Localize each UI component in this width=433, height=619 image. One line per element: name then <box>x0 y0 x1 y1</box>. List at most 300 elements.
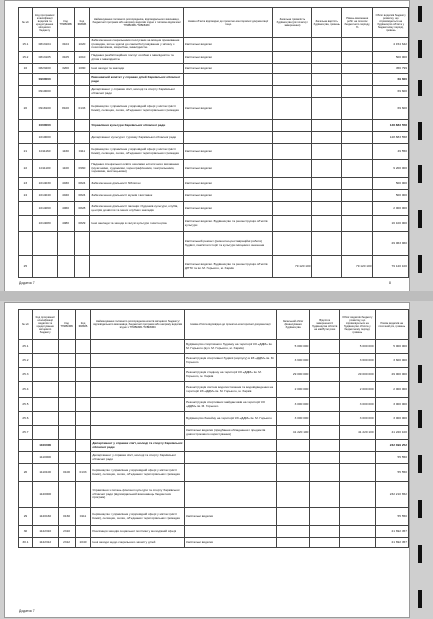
page-number: 8 <box>389 281 391 285</box>
table-cell-d: 2 000 000 <box>375 382 408 398</box>
table-cell-code: 1011100 <box>32 160 57 178</box>
table-cell-fk <box>75 368 91 382</box>
table-cell-obj: Капітальні видатки (придбання обладнання і предметів довгострокового користування) <box>185 426 277 440</box>
table-cell-a <box>276 482 310 508</box>
table-cell-pct <box>312 120 342 132</box>
table-cell-code: 1011160 <box>32 144 57 160</box>
table-cell-cost <box>273 216 312 232</box>
scan-edge-mark <box>418 500 422 518</box>
table-cell-code: 1014030 <box>32 178 57 190</box>
table-cell-name <box>90 232 184 256</box>
table-cell-tp: 3105 <box>57 52 74 64</box>
document-page-1 <box>4 0 410 292</box>
table-row <box>19 482 409 508</box>
table-cell-n <box>19 86 33 98</box>
table-cell-tp <box>58 368 75 382</box>
table-cell-sum: 128 883 558 <box>373 132 409 144</box>
table-cell-fk: 1040 <box>75 538 91 548</box>
table-cell-name: Управління з питань фізичної культури та спорту Харківської обласної ради (відповідальний виконавець бюджетних програм) <box>91 482 185 508</box>
table-cell-code: 0900000 <box>32 74 57 86</box>
table-cell-cost: 79 120 100 <box>273 256 312 278</box>
table-cell-pct <box>312 86 342 98</box>
table-row <box>19 464 409 482</box>
table-cell-tp: 4040 <box>57 190 74 202</box>
table-cell-pct <box>312 38 342 52</box>
table-cell-fk: 0829 <box>74 216 90 232</box>
table-cell-d: 55 550 <box>375 508 408 526</box>
table-cell-code: 1110000 <box>32 452 58 464</box>
table-cell-a: 41 220 100 <box>276 426 310 440</box>
table-cell-code: 1120000 <box>32 482 58 508</box>
table-row <box>19 426 409 440</box>
table-cell-name: Надання реабілітаційних послуг особам з інвалідністю та дітям з інвалідністю <box>90 52 184 64</box>
table-cell-code: 1000000 <box>32 120 57 132</box>
table-cell-obj <box>183 74 272 86</box>
table-row <box>19 160 409 178</box>
table-cell-fk <box>75 412 91 426</box>
scan-edge-mark <box>418 255 422 273</box>
column-header: Відсоток завершеності будівництва об'єктів на майбутні роки <box>310 310 340 340</box>
table-cell-a: 2 000 000 <box>276 382 310 398</box>
table-cell-code: 1010000 <box>32 132 57 144</box>
table-cell-pct <box>312 256 342 278</box>
table-cell-fk <box>75 482 91 508</box>
table-cell-name: Керівництво і управління у відповідній сфері у містах (місті Києві), селищах, селах, об'єднаних територіальних громадах <box>91 508 185 526</box>
table-cell-sum2 <box>342 132 373 144</box>
table-cell-code: 0813104 <box>32 38 57 52</box>
table-cell-pct <box>312 98 342 120</box>
table-cell-fk <box>74 132 90 144</box>
table-cell-n <box>19 216 33 232</box>
scan-edge-mark <box>418 410 422 428</box>
column-header: Назва об'єкта відповідно до проектно-кошторисної документації <box>185 310 277 340</box>
table-cell-b <box>310 508 340 526</box>
table-cell-sum: 69 600 <box>373 74 409 86</box>
table-cell-name: Реалізація заходів соціальної політики у молодіжній сфері <box>91 526 185 538</box>
table-cell-obj: Капітальні видатки. Будівництво та реконструкція об'єктів ДПТК та ім. М. Горького, м. Харків <box>183 256 272 278</box>
table-cell-n: 15.2 <box>19 52 33 64</box>
table-cell-pct <box>312 144 342 160</box>
table-cell-sum: 128 883 558 <box>373 120 409 132</box>
table-cell-code: 1122310 <box>32 526 58 538</box>
table-cell-obj <box>183 120 272 132</box>
table-cell-b <box>310 440 340 452</box>
table-cell-sum: 500 000 <box>373 190 409 202</box>
table-cell-name <box>90 256 184 278</box>
table-cell-sum2 <box>342 120 373 132</box>
table-cell-name <box>91 412 185 426</box>
table-cell-name: Департамент культури і туризму Харківської обласної ради <box>90 132 184 144</box>
table-cell-b <box>310 538 340 548</box>
scan-edge-mark <box>418 320 422 338</box>
table-cell-n: 25 <box>19 256 33 278</box>
table-cell-a: 3 000 000 <box>276 412 310 426</box>
table-cell-name <box>91 398 185 412</box>
table-cell-tp <box>58 440 75 452</box>
table-cell-pct <box>312 190 342 202</box>
table-cell-tp: 4030 <box>57 178 74 190</box>
table-cell-sum2 <box>342 52 373 64</box>
table-cell-sum2 <box>342 160 373 178</box>
table-cell-cost <box>273 64 312 74</box>
column-header: Код ФКВКБ <box>75 310 91 340</box>
table-cell-c: 3 600 000 <box>340 354 376 368</box>
column-header: Загальний обсяг фінансування будівництва <box>276 310 310 340</box>
table-cell-name: Забезпечення діяльності бібліотек <box>90 178 184 190</box>
scan-edge-mark <box>418 545 422 563</box>
table-cell-b <box>310 368 340 382</box>
table-cell-cost <box>273 190 312 202</box>
table-cell-name: Виконавчий комітет у справах дітей Харківської обласної ради <box>90 74 184 86</box>
table-cell-cost <box>273 120 312 132</box>
table-cell-c <box>340 482 376 508</box>
table-cell-pct <box>312 52 342 64</box>
table-row <box>19 144 409 160</box>
table-row <box>19 368 409 382</box>
table-row <box>19 452 409 464</box>
table-cell-fk <box>75 526 91 538</box>
table-cell-tp: 2310 <box>58 526 75 538</box>
table-cell-name <box>91 368 185 382</box>
table-cell-sum2 <box>342 178 373 190</box>
table-cell-sum2 <box>342 202 373 216</box>
table-cell-tp: 0160 <box>58 508 75 526</box>
table-cell-b <box>310 382 340 398</box>
table-cell-code: 1110100 <box>32 464 58 482</box>
table-row <box>19 178 409 190</box>
table-cell-d: 21 692 457 <box>375 526 408 538</box>
table-cell-n <box>19 452 33 464</box>
table-cell-sum: 79 120 100 <box>373 256 409 278</box>
table-cell-n <box>19 440 33 452</box>
table-cell-sum2 <box>342 98 373 120</box>
table-cell-tp: 8100 <box>57 98 74 120</box>
table-cell-c <box>340 508 376 526</box>
table-cell-c: 5 000 000 <box>340 340 376 354</box>
capital-expenditures-table-page-2 <box>18 309 409 548</box>
table-cell-a: 3 600 000 <box>276 354 310 368</box>
table-cell-name: Забезпечення діяльності музеїв і виставок <box>90 190 184 202</box>
table-cell-tp <box>57 232 74 256</box>
column-header: Назва об'єкта відповідно до проектно-кошторисної документації тощо <box>183 8 272 38</box>
page-footer: Додаток 7 <box>19 609 35 613</box>
table-cell-name: Керівництво і управління у відповідній сфері у містах (місті Києві), селищах, селах, об'єднаних територіальних громадах <box>90 98 184 120</box>
table-cell-code <box>32 382 58 398</box>
column-header: № з/п <box>19 310 33 340</box>
table-cell-fk <box>75 452 91 464</box>
table-row <box>19 190 409 202</box>
table-cell-c <box>340 538 376 548</box>
table-cell-name <box>91 426 185 440</box>
table-row <box>19 508 409 526</box>
column-header: Рівень виконання робіт на початок бюджетного періоду, % <box>342 8 373 38</box>
table-row <box>19 538 409 548</box>
table-cell-code <box>32 412 58 426</box>
table-cell-pct <box>312 216 342 232</box>
table-cell-obj: Реконструкція спортивної будівлі (корпусу) в КЗ «ДДМ» ім. М. Горького <box>185 354 277 368</box>
table-cell-cost <box>273 52 312 64</box>
table-cell-c: 3 000 000 <box>340 412 376 426</box>
table-cell-n <box>19 482 33 508</box>
table-cell-fk <box>75 426 91 440</box>
table-cell-obj: Капітальні видатки <box>183 38 272 52</box>
table-cell-b <box>310 340 340 354</box>
table-row <box>19 382 409 398</box>
document-page-2 <box>4 302 410 618</box>
table-cell-d: 3 600 000 <box>375 354 408 368</box>
table-cell-n: 30 <box>19 526 33 538</box>
table-cell-cost <box>273 160 312 178</box>
table-cell-tp <box>58 452 75 464</box>
table-cell-pct <box>312 132 342 144</box>
column-header: Код програмної класифікації видатків та кредитування місцевого бюджету <box>32 8 57 38</box>
table-cell-c: 2 000 000 <box>340 382 376 398</box>
table-cell-code: 0918100 <box>32 98 57 120</box>
table-cell-sum: 69 600 <box>373 98 409 120</box>
table-cell-obj: Капітальні видатки <box>183 52 272 64</box>
table-cell-b <box>310 398 340 412</box>
table-cell-obj: Реконструкція систем водопостачання та водовідведення на території КЗ «ДДМ» ім. М. Горького, м. Харків <box>185 382 277 398</box>
table-cell-fk <box>75 354 91 368</box>
table-cell-tp: 3104 <box>57 38 74 52</box>
column-header: Загальна вартість будівництва, гривень <box>312 8 342 38</box>
table-cell-n <box>19 232 33 256</box>
table-cell-pct <box>312 64 342 74</box>
table-row <box>19 440 409 452</box>
table-cell-a: 3 000 000 <box>276 398 310 412</box>
table-row <box>19 98 409 120</box>
table-cell-obj <box>183 132 272 144</box>
table-cell-obj: Капітальні видатки <box>183 190 272 202</box>
table-cell-tp <box>58 354 75 368</box>
table-cell-pct <box>312 178 342 190</box>
table-cell-fk: 0824 <box>74 178 90 190</box>
table-cell-name <box>91 382 185 398</box>
table-cell-code <box>32 256 57 278</box>
table-cell-c: 41 220 100 <box>340 426 376 440</box>
table-cell-a <box>276 538 310 548</box>
table-cell-a <box>276 508 310 526</box>
table-cell-sum: 2 000 000 <box>373 202 409 216</box>
table-cell-name: Департамент у справах сім'ї, молоді та спорту Харківської обласної ради <box>91 452 185 464</box>
scan-edge-mark <box>418 455 422 473</box>
table-cell-fk: 0824 <box>74 190 90 202</box>
table-cell-name: Надання спеціальної освіти школами естетичного виховання (музичними, художніми, хореографічними, театральними, хоровими, мистецькими) <box>90 160 184 178</box>
table-cell-d: 55 550 <box>375 452 408 464</box>
table-cell-name: Інші заходи та заклади <box>90 64 184 74</box>
table-cell-pct <box>312 232 342 256</box>
table-cell-n: 25.6 <box>19 412 33 426</box>
table-cell-tp <box>57 120 74 132</box>
table-cell-obj: Капітальні видатки <box>185 508 277 526</box>
scan-edge-mark <box>418 6 422 22</box>
table-cell-obj: Капітальний ремонт (ремонтно-реставраційні роботи) будівлі, пам'ятки історії та культури місцевого значення <box>183 232 272 256</box>
table-cell-sum2: 79 120 100 <box>342 256 373 278</box>
column-header: Код ФКВКБ <box>74 8 90 38</box>
column-header: Разом видатків на поточний рік, гривень <box>375 310 408 340</box>
table-cell-code: 1014060 <box>32 202 57 216</box>
table-row <box>19 202 409 216</box>
table-cell-a <box>276 526 310 538</box>
table-cell-tp <box>57 74 74 86</box>
table-cell-name: Управління культури Харківської обласної ради <box>90 120 184 132</box>
table-cell-obj <box>185 482 277 508</box>
table-cell-cost <box>273 144 312 160</box>
table-cell-d: 232 399 252 <box>375 440 408 452</box>
table-cell-sum: 16 100 000 <box>373 216 409 232</box>
table-cell-n: 22 <box>19 160 33 178</box>
table-cell-fk <box>75 440 91 452</box>
table-cell-fk: 1020 <box>74 38 90 52</box>
table-cell-tp: 2312 <box>58 538 75 548</box>
page-separator <box>0 291 433 301</box>
table-cell-code: 0813105 <box>32 52 57 64</box>
table-cell-sum2 <box>342 216 373 232</box>
scan-edge-mark <box>418 40 422 58</box>
scan-edge-mark <box>418 165 422 183</box>
table-cell-sum: 500 000 <box>373 178 409 190</box>
page-footer: Додаток 7 <box>19 281 35 285</box>
table-cell-obj: Капітальні видатки <box>183 144 272 160</box>
table-cell-fk: 0133 <box>74 98 90 120</box>
table-cell-tp <box>58 382 75 398</box>
table-cell-b <box>310 464 340 482</box>
table-cell-fk: 0111 <box>75 508 91 526</box>
table-cell-cost <box>273 74 312 86</box>
table-cell-sum: 9 200 000 <box>373 160 409 178</box>
table-cell-a <box>276 440 310 452</box>
table-cell-n <box>19 120 33 132</box>
table-row <box>19 64 409 74</box>
table-cell-n <box>19 74 33 86</box>
table-cell-name <box>91 354 185 368</box>
capital-expenditures-table-page-1 <box>18 7 409 278</box>
table-cell-tp: 3200 <box>57 64 74 74</box>
table-cell-d: 29 000 000 <box>375 368 408 382</box>
table-cell-c <box>340 452 376 464</box>
table-cell-fk: 0133 <box>75 464 91 482</box>
scan-edge-mark <box>418 80 422 96</box>
table-cell-tp <box>57 132 74 144</box>
table-cell-n: 24 <box>19 190 33 202</box>
table-cell-obj: Капітальні видатки <box>183 202 272 216</box>
column-header: Найменування головного розпорядника коштів місцевого бюджету/ відповідального виконавця, бюджетної програми або напряму видатків згідно з ТПКВКМБ /ТКВКБМС <box>91 310 185 340</box>
table-cell-tp: 1160 <box>57 144 74 160</box>
table-cell-obj: Капітальні видатки <box>183 98 272 120</box>
table-cell-obj: Капітальні видатки <box>185 538 277 548</box>
table-cell-n: 25.7 <box>19 426 33 440</box>
table-cell-n: 25.2 <box>19 354 33 368</box>
table-cell-fk <box>75 340 91 354</box>
table-cell-d: 21 692 457 <box>375 538 408 548</box>
table-cell-n: 26 <box>19 464 33 482</box>
table-row <box>19 398 409 412</box>
table-cell-obj: Капітальні видатки <box>183 64 272 74</box>
table-cell-code: 1014080 <box>32 216 57 232</box>
table-cell-sum: 69 600 <box>373 86 409 98</box>
table-cell-name: Інші заходи щодо соціального захисту дітей <box>91 538 185 548</box>
table-cell-sum: 456 799 <box>373 64 409 74</box>
table-cell-code: 1122312 <box>32 538 58 548</box>
table-cell-n: 20 <box>19 98 33 120</box>
table-cell-name: Керівництво і управління у відповідній сфері у містах (місті Києві), селищах, селах, об'єднаних територіальних громадах <box>91 464 185 482</box>
table-cell-n: 25.1 <box>19 340 33 354</box>
table-cell-pct <box>312 202 342 216</box>
table-cell-pct <box>312 74 342 86</box>
table-cell-c: 29 000 000 <box>340 368 376 382</box>
table-cell-c: 3 000 000 <box>340 398 376 412</box>
table-cell-tp: 0100 <box>58 464 75 482</box>
table-row <box>19 340 409 354</box>
table-cell-fk <box>75 382 91 398</box>
table-cell-sum2 <box>342 38 373 52</box>
table-cell-n: 23 <box>19 178 33 190</box>
table-cell-name: Керівництво і управління у відповідній сфері у містах (місті Києві), селищах, селах, об'єднаних територіальних громадах <box>90 144 184 160</box>
table-cell-sum2 <box>342 86 373 98</box>
table-cell-sum2 <box>342 232 373 256</box>
scan-edge-mark <box>418 210 422 228</box>
table-cell-a <box>276 452 310 464</box>
table-cell-c <box>340 440 376 452</box>
column-header: Код програмної класифікації видатків та кредитування місцевого бюджету <box>32 310 58 340</box>
table-cell-d: 41 220 100 <box>375 426 408 440</box>
table-cell-fk <box>74 232 90 256</box>
table-cell-tp <box>58 482 75 508</box>
table-row <box>19 120 409 132</box>
table-cell-name: Інші заклади та заходи в галузі культури і мистецтва <box>90 216 184 232</box>
table-cell-obj <box>185 440 277 452</box>
table-cell-cost <box>273 178 312 190</box>
table-row <box>19 86 409 98</box>
scan-edge-mark <box>418 365 422 383</box>
table-cell-fk: 0111 <box>74 144 90 160</box>
table-cell-name <box>91 340 185 354</box>
table-cell-code <box>32 426 58 440</box>
table-cell-tp: 4060 <box>57 202 74 216</box>
table-cell-fk: 1090 <box>74 64 90 74</box>
table-cell-obj <box>185 464 277 482</box>
table-cell-tp <box>58 398 75 412</box>
table-cell-obj: Капітальні видатки. Будівництво та реконструкція об'єктів культури <box>183 216 272 232</box>
table-cell-n <box>19 202 33 216</box>
table-cell-sum: 49 550 <box>373 144 409 160</box>
table-cell-a: 29 000 000 <box>276 368 310 382</box>
table-cell-obj: Реконструкція спортивних майданчиків на території КЗ «ДДМ» ім. М. Горького <box>185 398 277 412</box>
table-cell-n: 25.5 <box>19 398 33 412</box>
table-cell-sum: 4 154 642 <box>373 38 409 52</box>
table-cell-c <box>340 464 376 482</box>
table-row <box>19 216 409 232</box>
table-cell-cost <box>273 232 312 256</box>
table-cell-b <box>310 452 340 464</box>
table-cell-code <box>32 368 58 382</box>
table-row <box>19 256 409 278</box>
table-cell-n: 25.3 <box>19 368 33 382</box>
table-cell-name: Забезпечення діяльності палаців і будинків культури, клубів, центрів дозвілля та інших клубних закладів <box>90 202 184 216</box>
table-cell-obj: Капітальні видатки <box>183 160 272 178</box>
table-cell-obj <box>185 452 277 464</box>
table-cell-d: 3 000 000 <box>375 412 408 426</box>
table-cell-tp <box>58 426 75 440</box>
column-header: Найменування головного розпорядника, відповідального виконавця, бюджетної програми або напряму видатків згідно з типовою відомчою/ТПКВКМБ /ТКВКБМС <box>90 8 184 38</box>
table-cell-d: 55 550 <box>375 464 408 482</box>
table-cell-cost <box>273 98 312 120</box>
table-cell-obj: Будівництво басейну на території КЗ «ДДМ» ім. М. Горького <box>185 412 277 426</box>
table-cell-d: 232 210 652 <box>375 482 408 508</box>
table-row <box>19 526 409 538</box>
column-header: № з/п <box>19 8 33 38</box>
table-cell-cost <box>273 38 312 52</box>
